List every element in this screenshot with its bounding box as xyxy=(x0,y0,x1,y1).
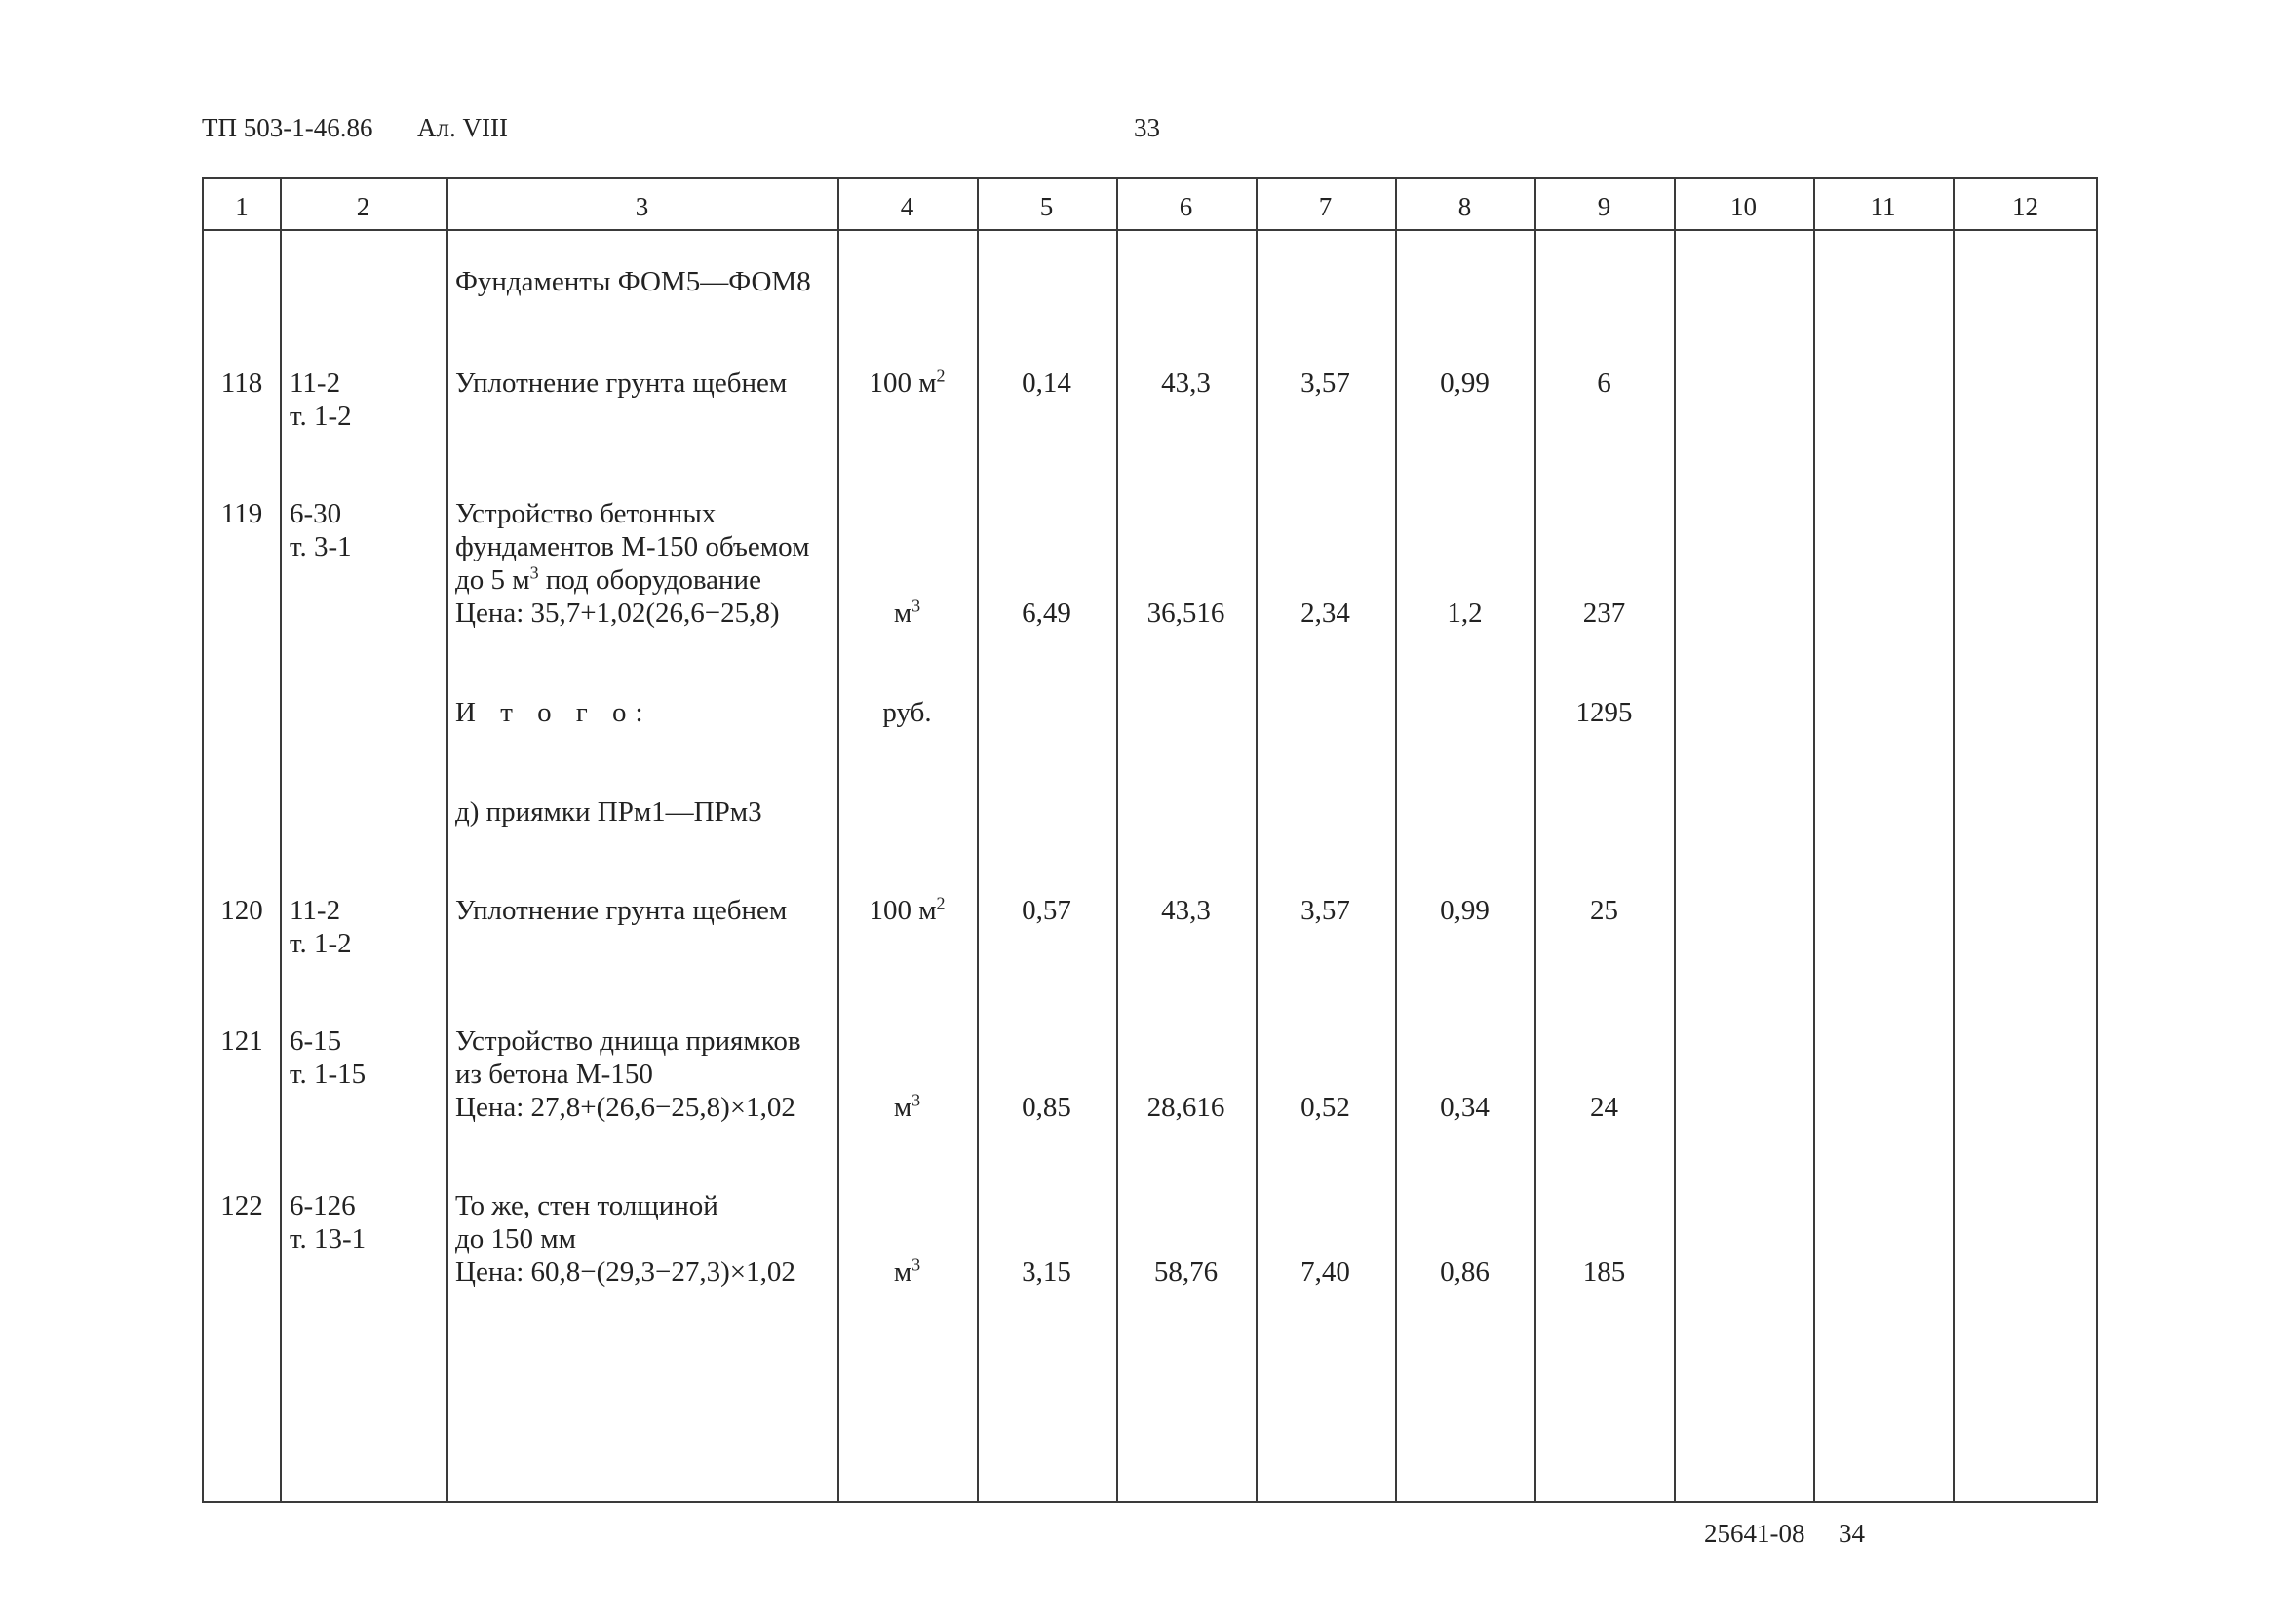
work-description: Устройство бетонных xyxy=(455,498,717,529)
work-description: до 5 $м^3$ под оборудование xyxy=(455,562,761,596)
norm-table: т. 3-1 xyxy=(290,531,352,562)
subtotal-value: 1295 xyxy=(1575,697,1633,728)
total-cost: 185 xyxy=(1582,1257,1626,1288)
estimate-table xyxy=(202,177,2098,1503)
unit-price: 43,3 xyxy=(1161,367,1211,399)
col-header-2: 2 xyxy=(356,192,370,221)
price-formula: Цена: 35,7+1,02(26,6−25,8) xyxy=(455,598,780,629)
col7-value: 3,57 xyxy=(1300,895,1350,926)
col-header-7: 7 xyxy=(1318,192,1333,221)
col8-value: 0,99 xyxy=(1440,895,1490,926)
total-cost: 24 xyxy=(1590,1092,1618,1123)
quantity: 3,15 xyxy=(1022,1257,1071,1288)
col7-value: 2,34 xyxy=(1300,598,1350,629)
norm-code: 6-15 xyxy=(290,1025,342,1057)
norm-code: 6-30 xyxy=(290,498,342,529)
work-description: То же, стен толщиной xyxy=(455,1190,718,1221)
total-cost: 237 xyxy=(1582,598,1626,629)
work-description: из бетона М-150 xyxy=(455,1059,653,1090)
unit-price: 36,516 xyxy=(1146,598,1225,629)
col7-value: 3,57 xyxy=(1300,367,1350,399)
unit: 100 $м^2$ xyxy=(869,366,946,399)
price-formula: Цена: 27,8+(26,6−25,8)×1,02 xyxy=(455,1092,795,1123)
total-cost: 6 xyxy=(1597,367,1611,399)
row-number: 118 xyxy=(220,367,263,399)
norm-code: 6-126 xyxy=(290,1190,356,1221)
subtotal-label: И т о г о: xyxy=(455,697,652,728)
col-header-10: 10 xyxy=(1730,192,1757,221)
work-description: Устройство днища приямков xyxy=(455,1025,801,1057)
unit-price: 58,76 xyxy=(1153,1257,1219,1288)
col-header-11: 11 xyxy=(1870,192,1896,221)
col8-value: 0,86 xyxy=(1440,1257,1490,1288)
col-header-6: 6 xyxy=(1179,192,1193,221)
unit: $м^3$ xyxy=(893,596,921,629)
quantity: 0,14 xyxy=(1022,367,1071,399)
row-number: 122 xyxy=(220,1190,263,1221)
col-header-12: 12 xyxy=(2012,192,2038,221)
col-header-3: 3 xyxy=(635,192,649,221)
unit: 100 $м^2$ xyxy=(869,893,946,926)
total-cost: 25 xyxy=(1590,895,1618,926)
norm-table: т. 1-2 xyxy=(290,401,352,432)
doc-code: ТП 503-1-46.86 xyxy=(202,113,373,142)
col-header-5: 5 xyxy=(1039,192,1054,221)
album-label: Ал. VIII xyxy=(417,113,508,142)
work-description: Уплотнение грунта щебнем xyxy=(455,895,788,926)
col7-value: 0,52 xyxy=(1300,1092,1350,1123)
section-title: Фундаменты ФОМ5—ФОМ8 xyxy=(455,266,811,297)
row-number: 120 xyxy=(220,895,263,926)
work-description: до 150 мм xyxy=(455,1223,576,1255)
col8-value: 0,99 xyxy=(1440,367,1490,399)
col8-value: 0,34 xyxy=(1440,1092,1490,1123)
norm-code: 11-2 xyxy=(290,367,341,399)
norm-table: т. 1-15 xyxy=(290,1059,367,1090)
norm-table: т. 13-1 xyxy=(290,1223,367,1255)
col8-value: 1,2 xyxy=(1447,598,1483,629)
unit: $м^3$ xyxy=(893,1090,921,1123)
col-header-8: 8 xyxy=(1457,192,1472,221)
quantity: 0,85 xyxy=(1022,1092,1071,1123)
norm-code: 11-2 xyxy=(290,895,341,926)
unit: $м^3$ xyxy=(893,1255,921,1288)
footer-sheet: 34 xyxy=(1839,1519,1865,1548)
unit-price: 43,3 xyxy=(1161,895,1211,926)
row-number: 119 xyxy=(220,498,263,529)
col-header-4: 4 xyxy=(900,192,914,221)
page-number: 33 xyxy=(1134,113,1160,142)
quantity: 6,49 xyxy=(1022,598,1071,629)
col-header-1: 1 xyxy=(235,192,249,221)
quantity: 0,57 xyxy=(1022,895,1071,926)
footer-code: 25641-08 xyxy=(1704,1519,1805,1548)
section-title: д) приямки ПРм1—ПРм3 xyxy=(455,796,762,828)
subtotal-unit: руб. xyxy=(882,697,932,728)
col7-value: 7,40 xyxy=(1300,1257,1350,1288)
price-formula: Цена: 60,8−(29,3−27,3)×1,02 xyxy=(455,1257,795,1288)
work-description: Уплотнение грунта щебнем xyxy=(455,367,788,399)
row-number: 121 xyxy=(220,1025,263,1057)
norm-table: т. 1-2 xyxy=(290,928,352,959)
work-description: фундаментов М-150 объемом xyxy=(455,531,810,562)
unit-price: 28,616 xyxy=(1146,1092,1225,1123)
col-header-9: 9 xyxy=(1597,192,1611,221)
